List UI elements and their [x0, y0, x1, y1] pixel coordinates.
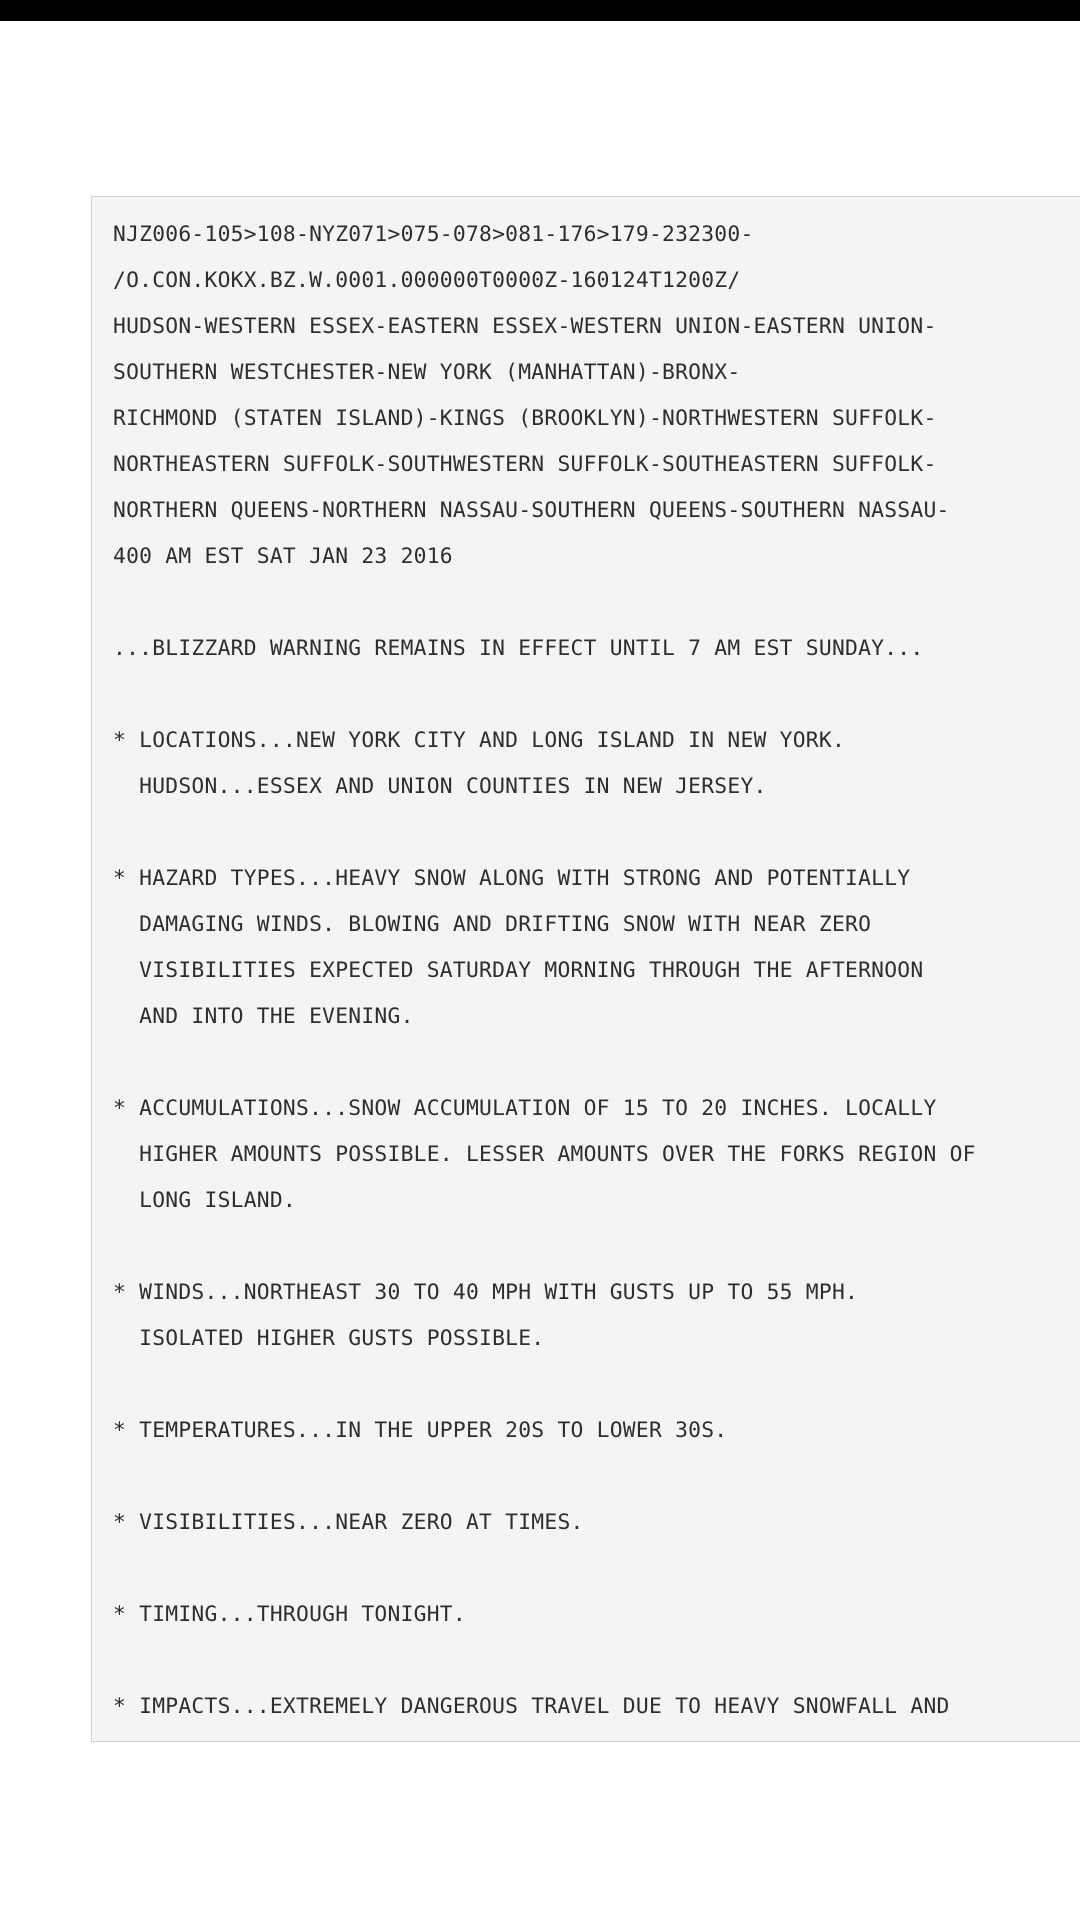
bulletin-line: * LOCATIONS...NEW YORK CITY AND LONG ISLAND IN NEW YORK.: [113, 728, 846, 753]
blank-line: [113, 1224, 1080, 1270]
bulletin-line: ISOLATED HIGHER GUSTS POSSIBLE.: [113, 1326, 545, 1351]
blank-line: [113, 1546, 1080, 1592]
bulletin-line: * IMPACTS...EXTREMELY DANGEROUS TRAVEL DUE TO HEAVY SNOWFALL AND: [113, 1694, 950, 1719]
bulletin-code-block[interactable]: [91, 196, 1080, 1742]
bulletin-headline: ...BLIZZARD WARNING REMAINS IN EFFECT UNTIL 7 AM EST SUNDAY...: [113, 636, 924, 661]
blank-line: [113, 1040, 1080, 1086]
bulletin-line: LONG ISLAND.: [113, 1188, 297, 1213]
bulletin-line: * WINDS...NORTHEAST 30 TO 40 MPH WITH GUSTS UP TO 55 MPH.: [113, 1280, 859, 1305]
bulletin-line: RICHMOND (STATEN ISLAND)-KINGS (BROOKLYN)-NORTHWESTERN SUFFOLK-: [113, 406, 937, 431]
bulletin-line: NORTHEASTERN SUFFOLK-SOUTHWESTERN SUFFOLK-SOUTHEASTERN SUFFOLK-: [113, 452, 937, 477]
bulletin-line: * TEMPERATURES...IN THE UPPER 20S TO LOWER 30S.: [113, 1418, 728, 1443]
bulletin-line: NJZ006-105>108-NYZ071>075-078>081-176>179-232300-: [113, 222, 754, 247]
bulletin-line: * ACCUMULATIONS...SNOW ACCUMULATION OF 15 TO 20 INCHES. LOCALLY: [113, 1096, 937, 1121]
blank-line: [113, 1638, 1080, 1684]
bulletin-line: SOUTHERN WESTCHESTER-NEW YORK (MANHATTAN)-BRONX-: [113, 360, 741, 385]
bulletin-line: AND INTO THE EVENING.: [113, 1004, 414, 1029]
bulletin-line: HIGHER AMOUNTS POSSIBLE. LESSER AMOUNTS OVER THE FORKS REGION OF: [113, 1142, 976, 1167]
blank-line: [113, 672, 1080, 718]
top-status-bar: [0, 0, 1080, 21]
bulletin-line: 400 AM EST SAT JAN 23 2016: [113, 544, 453, 569]
blank-line: [113, 1454, 1080, 1500]
blank-line: [113, 580, 1080, 626]
bulletin-line: * VISIBILITIES...NEAR ZERO AT TIMES.: [113, 1510, 584, 1535]
bulletin-line: * TIMING...THROUGH TONIGHT.: [113, 1602, 466, 1627]
bulletin-line: /O.CON.KOKX.BZ.W.0001.000000T0000Z-160124T1200Z/: [113, 268, 741, 293]
bulletin-line: DAMAGING WINDS. BLOWING AND DRIFTING SNOW WITH NEAR ZERO: [113, 912, 872, 937]
bulletin-line: VISIBILITIES EXPECTED SATURDAY MORNING THROUGH THE AFTERNOON: [113, 958, 924, 983]
bulletin-line: * HAZARD TYPES...HEAVY SNOW ALONG WITH STRONG AND POTENTIALLY: [113, 866, 911, 891]
bulletin-line: NORTHERN QUEENS-NORTHERN NASSAU-SOUTHERN QUEENS-SOUTHERN NASSAU-: [113, 498, 950, 523]
blank-line: [113, 810, 1080, 856]
bulletin-line: HUDSON...ESSEX AND UNION COUNTIES IN NEW JERSEY.: [113, 774, 767, 799]
blank-line: [113, 1362, 1080, 1408]
bulletin-line: HUDSON-WESTERN ESSEX-EASTERN ESSEX-WESTERN UNION-EASTERN UNION-: [113, 314, 937, 339]
